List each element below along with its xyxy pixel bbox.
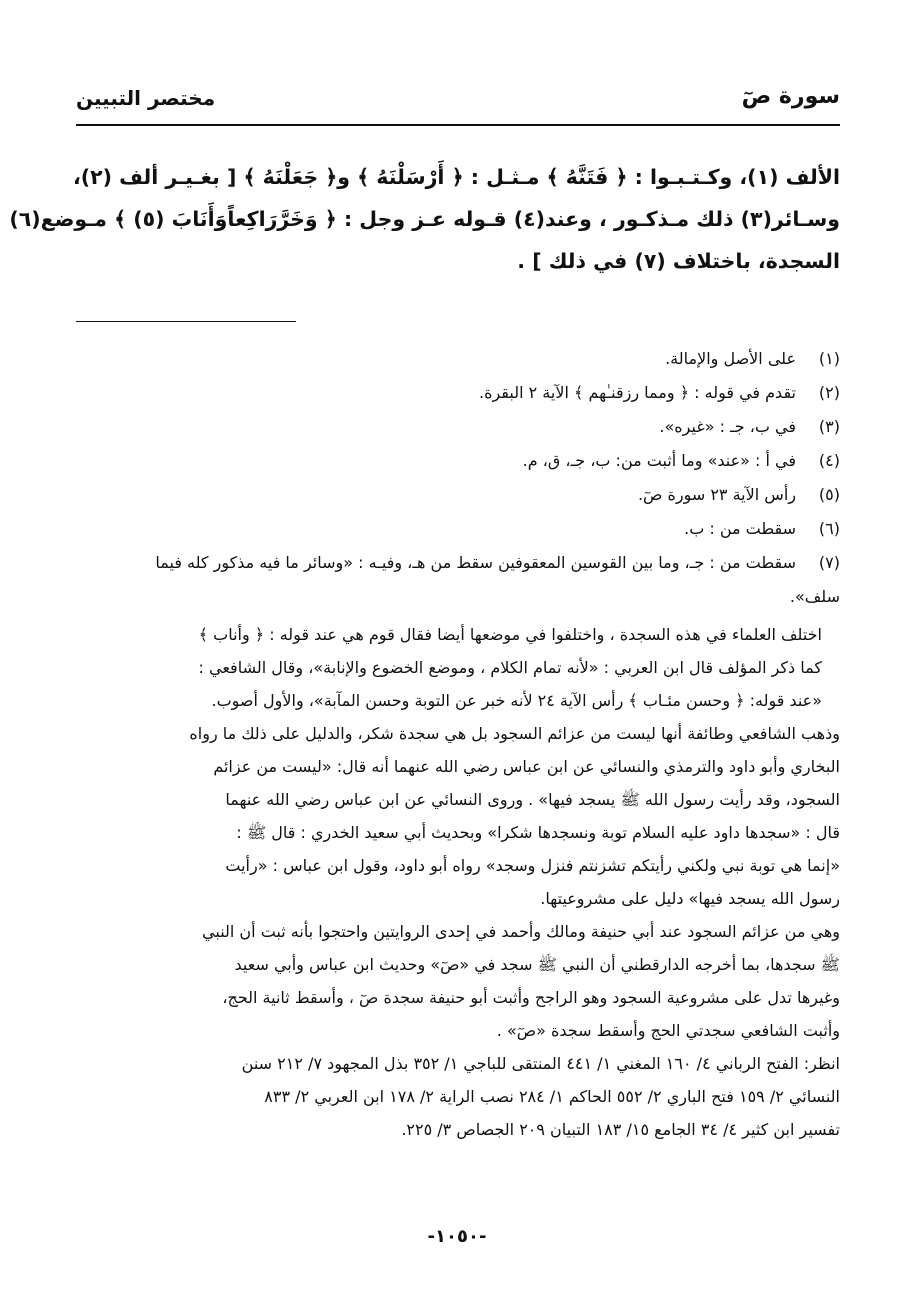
commentary-line: ﷺ سجدها، بما أخرجه الدارقطني أن النبي ﷺ سجد في «صٓ» وحديث ابن عباس وأبي سعيد (234, 955, 840, 974)
footnote-text: في أ : «عند» وما أثبت من: ب، جـ، ق، م. (522, 451, 796, 470)
commentary-line: وغيرها تدل على مشروعية السجود وهو الراجح وأثبت أبو حنيفة سجدة صٓ ، وأسقط ثانية الحج، (222, 988, 840, 1007)
footnotes (76, 342, 840, 614)
commentary-line: «عند قوله: ﴿ وحسن مئـاب ﴾ رأس الآية ٢٤ لأنه خبر عن التوبة وحسن المآبة»، والأول أصوب. (211, 691, 822, 710)
page-number: -١٠٥٠- (427, 1226, 487, 1247)
reference-line: النسائي ٢/ ١٥٩ فتح الباري ٢/ ٥٥٢ الحاكم ١/ ٢٨٤ نصب الراية ٢/ ١٧٨ ابن العربي ٢/ ٨٣٣ (264, 1087, 840, 1106)
commentary-line: البخاري وأبو داود والترمذي والنسائي عن ابن عباس رضي الله عنهما أنه قال: «ليست من عزائم (213, 757, 840, 776)
footnote-text: على الأصل والإمالة. (665, 349, 796, 368)
footnote-number: (٧) (818, 553, 840, 572)
footnote (76, 444, 840, 478)
reference-line: تفسير ابن كثير ٤/ ٣٤ الجامع ١٥/ ١٨٣ التبيان ٢٠٩ الجصاص ٣/ ٢٢٥. (401, 1120, 840, 1139)
book-title: مختصر التبيين (76, 86, 216, 110)
header-rule (76, 124, 840, 126)
main-text-line: الألف (١)، وكـتـبـوا : ﴿ فَتَنَّهُ ﴾ مـثـل : ﴿ أَرْسَلْنَهُ ﴾ و﴿ جَعَلْنَهُ ﴾ [ بغـيـر ألف (٢)، (72, 165, 840, 189)
footnote-text: سقطت من : جـ، وما بين القوسين المعقوفين سقط من هـ، وفيـه : «وسائر ما فيه مذكور كله فيما (155, 553, 796, 572)
reference-line: انظر: الفتح الرباني ٤/ ١٦٠ المغني ١/ ٤٤١ المنتقى للباجي ١/ ٣٥٢ بذل المجهود ٧/ ٢١٢ سنن (241, 1054, 840, 1073)
footnote (76, 410, 840, 444)
commentary-line: قال : «سجدها داود عليه السلام توبة ونسجدها شكرا» وبحديث أبي سعيد الخدري : قال ﷺ : (236, 823, 840, 842)
footnote-separator (76, 321, 296, 322)
footnote-text: تقدم في قوله : ﴿ ومما رزقنـٰهم ﴾ الآية ٢ البقرة. (479, 383, 796, 402)
footnote-text: في ب، جـ : «غيره». (659, 417, 796, 436)
footnote-text: سقطت من : ب. (684, 519, 796, 538)
footnote-number: (٣) (818, 417, 840, 436)
commentary-line: وذهب الشافعي وطائفة أنها ليست من عزائم السجود بل هي سجدة شكر، والدليل على ذلك ما رواه (189, 724, 840, 743)
commentary-line: رسول الله يسجد فيها» دليل على مشروعيتها. (540, 889, 840, 908)
commentary-line: كما ذكر المؤلف قال ابن العربي : «لأنه تمام الكلام ، وموضع الخضوع والإنابة»، وقال الشافعي : (198, 658, 822, 677)
footnote-number: (٦) (818, 519, 840, 538)
commentary-line: وهي من عزائم السجود عند أبي حنيفة ومالك وأحمد في إحدى الروايتين واحتجوا بأنه ثبت أن النبي (202, 922, 840, 941)
footnote (76, 546, 840, 580)
footnote-continuation: سلف». (789, 587, 840, 606)
footnote-number: (٢) (818, 383, 840, 402)
footnote-text: رأس الآية ٢٣ سورة صٓ. (637, 485, 796, 504)
footnote (76, 478, 840, 512)
main-text-line: وسـائر(٣) ذلك مـذكـور ، وعند(٤) قـوله عـز وجل : ﴿ وَخَرَّرَاكِعاًوَأَنَابَ (٥) ﴾ مـوضع(٦) (9, 207, 840, 231)
main-text (9, 156, 840, 282)
commentary-line: اختلف العلماء في هذه السجدة ، واختلفوا في موضعها أيضا فقال قوم هي عند قوله : ﴿ وأناب ﴾ (198, 625, 822, 644)
footnote (76, 376, 840, 410)
footnote-number: (١) (818, 349, 840, 368)
footnote-number: (٥) (818, 485, 840, 504)
commentary-line: السجود، وقد رأيت رسول الله ﷺ يسجد فيها» . وروى النسائي عن ابن عباس رضي الله عنهما (225, 790, 840, 809)
commentary-line: «إنما هي توبة نبي ولكني رأيتكم تشزنتم فنزل وسجد» رواه أبو داود، وقول ابن عباس : «رأيت (225, 856, 840, 875)
surah-title: سورة صٓ (741, 84, 840, 109)
footnote (76, 512, 840, 546)
main-text-line: السجدة، باختلاف (٧) في ذلك ] . (517, 249, 840, 273)
footnote (76, 342, 840, 376)
commentary-line: وأثبت الشافعي سجدتي الحج وأسقط سجدة «صٓ» . (496, 1021, 840, 1040)
footnote-number: (٤) (818, 451, 840, 470)
commentary (76, 618, 840, 1146)
page-header (76, 78, 840, 126)
